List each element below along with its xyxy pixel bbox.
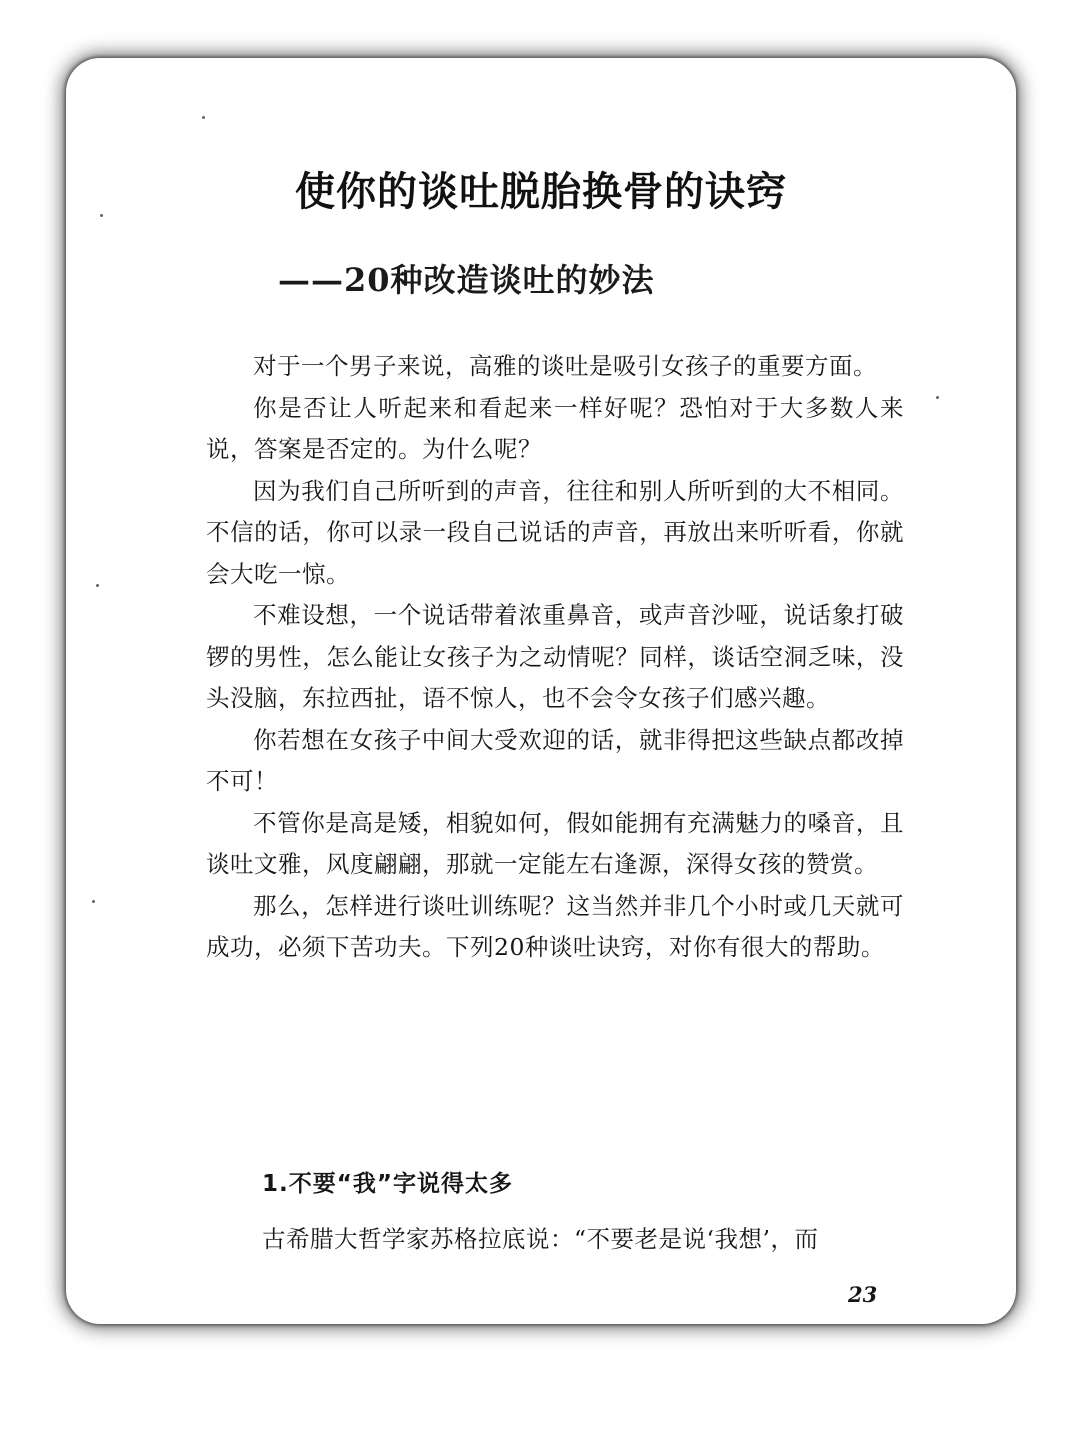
paragraph: 对于一个男子来说，高雅的谈吐是吸引女孩子的重要方面。 [253,352,877,380]
page-number: 23 [848,1282,878,1307]
scan-speck [202,116,205,119]
paragraph: 古希腊大哲学家苏格拉底说：“不要老是说‘我想’，而 [262,1225,819,1253]
paragraph: 你若想在女孩子中间大受欢迎的话，就非得把这些缺点都改掉不可！ [206,725,904,795]
book-page [66,58,1016,1324]
page-title: 使你的谈吐脱胎换骨的诀窍 [295,169,787,215]
page-subtitle: ——20种改造谈吐的妙法 [278,261,655,299]
paragraph: 那么，怎样进行谈吐训练呢？这当然并非几个小时或几天就可成功，必须下苦功夫。下列20种谈吐诀窍，对你有很大的帮助。 [206,891,904,961]
section-heading: 1.不要“我”字说得太多 [262,1171,513,1197]
scan-speck [96,584,99,587]
paragraph: 不难设想，一个说话带着浓重鼻音，或声音沙哑，说话象打破锣的男性，怎么能让女孩子为之动情呢？同样，谈话空洞乏味，没头没脑，东拉西扯，语不惊人，也不会令女孩子们感兴趣。 [206,601,904,712]
scan-speck [100,214,103,217]
paragraph: 不管你是高是矮，相貌如何，假如能拥有充满魅力的嗓音，且谈吐文雅，风度翩翩，那就一定能左右逢源，深得女孩的赞赏。 [206,808,904,878]
paragraph: 因为我们自己所听到的声音，往往和别人所听到的大不相同。不信的话，你可以录一段自己说话的声音，再放出来听听看，你就会大吃一惊。 [206,476,904,588]
paragraph: 你是否让人听起来和看起来一样好呢？恐怕对于大多数人来说，答案是否定的。为什么呢？ [206,393,904,463]
scan-speck [92,900,95,903]
body-text [206,346,904,969]
scan-speck [936,396,939,399]
